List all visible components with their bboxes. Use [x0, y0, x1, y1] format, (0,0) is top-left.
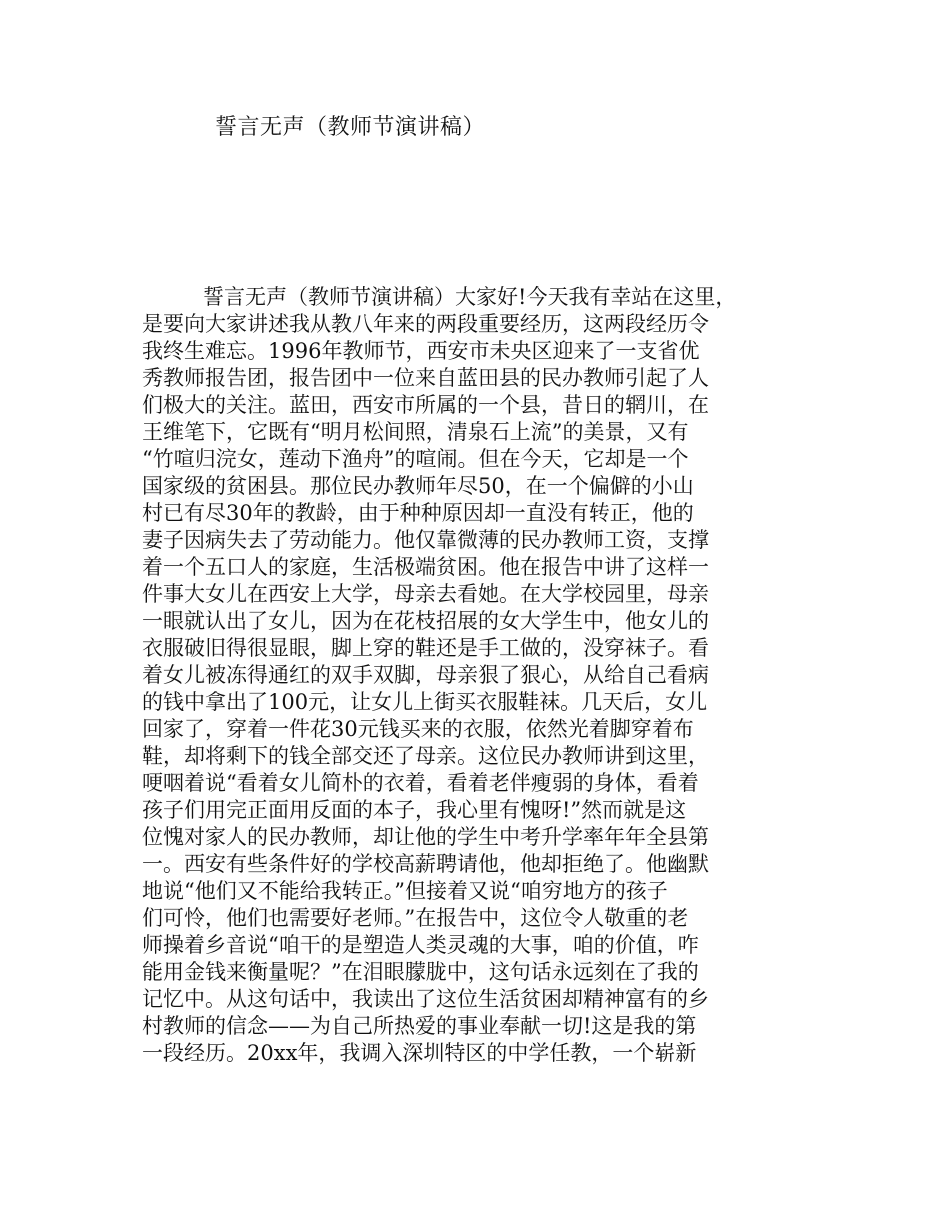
text-line: 着一个五口人的家庭，生活极端贫困。他在报告中讲了这样一 — [142, 555, 709, 579]
body-paragraph — [142, 284, 832, 1067]
document-title: 誓言无声（教师节演讲稿） — [215, 115, 486, 140]
text-line: 地说“他们又不能给我转正。”但接着又说“咱穷地方的孩子 — [142, 879, 668, 903]
text-line: 誓言无声（教师节演讲稿）大家好!今天我有幸站在这里， — [203, 285, 737, 309]
text-line: 鞋，却将剩下的钱全部交还了母亲。这位民办教师讲到这里， — [142, 744, 709, 768]
text-line: 孩子们用完正面用反面的本子，我心里有愧呀!”然而就是这 — [142, 798, 687, 822]
text-line: “竹喧归浣女，莲动下渔舟”的喧闹。但在今天，它却是一个 — [142, 447, 689, 471]
text-line: 着女儿被冻得通红的双手双脚，母亲狠了狠心，从给自己看病 — [142, 663, 709, 687]
text-line: 一段经历。20xx年，我调入深圳特区的中学任教，一个崭新 — [142, 1041, 697, 1065]
text-line: 妻子因病失去了劳动能力。他仅靠微薄的民办教师工资，支撑 — [142, 528, 709, 552]
text-line: 能用金钱来衡量呢？”在泪眼朦胧中，这句话永远刻在了我的 — [142, 960, 699, 984]
text-line: 师操着乡音说“咱干的是塑造人类灵魂的大事，咱的价值，咋 — [142, 933, 699, 957]
text-line: 回家了，穿着一件花30元钱买来的衣服，依然光着脚穿着布 — [142, 717, 694, 741]
text-line: 一。西安有些条件好的学校高薪聘请他，他却拒绝了。他幽默 — [142, 852, 709, 876]
text-line: 秀教师报告团，报告团中一位来自蓝田县的民办教师引起了人 — [142, 366, 709, 390]
text-line: 们极大的关注。蓝田，西安市所属的一个县，昔日的辋川，在 — [142, 393, 709, 417]
text-line: 一眼就认出了女儿，因为在花枝招展的女大学生中，他女儿的 — [142, 609, 709, 633]
text-line: 我终生难忘。1996年教师节，西安市未央区迎来了一支省优 — [142, 339, 700, 363]
text-line: 村已有尽30年的教龄，由于种种原因却一直没有转正，他的 — [142, 501, 694, 525]
text-line: 件事大女儿在西安上大学，母亲去看她。在大学校园里，母亲 — [142, 582, 709, 606]
text-line: 村教师的信念——为自己所热爱的事业奉献一切!这是我的第 — [142, 1014, 697, 1038]
text-line: 位愧对家人的民办教师，却让他的学生中考升学率年年全县第 — [142, 825, 709, 849]
text-line: 衣服破旧得很显眼，脚上穿的鞋还是手工做的，没穿袜子。看 — [142, 636, 709, 660]
text-line: 是要向大家讲述我从教八年来的两段重要经历，这两段经历令 — [142, 312, 709, 336]
text-line: 的钱中拿出了100元，让女儿上街买衣服鞋袜。几天后，女儿 — [142, 690, 708, 714]
text-line: 国家级的贫困县。那位民办教师年尽50，在一个偏僻的小山 — [142, 474, 694, 498]
text-line: 王维笔下，它既有“明月松间照，清泉石上流”的美景，又有 — [142, 420, 689, 444]
text-line: 哽咽着说“看着女儿简朴的衣着，看着老伴瘦弱的身体，看着 — [142, 771, 699, 795]
text-line: 记忆中。从这句话中，我读出了这位生活贫困却精神富有的乡 — [142, 987, 709, 1011]
text-line: 们可怜，他们也需要好老师。”在报告中，这位令人敬重的老 — [142, 906, 689, 930]
